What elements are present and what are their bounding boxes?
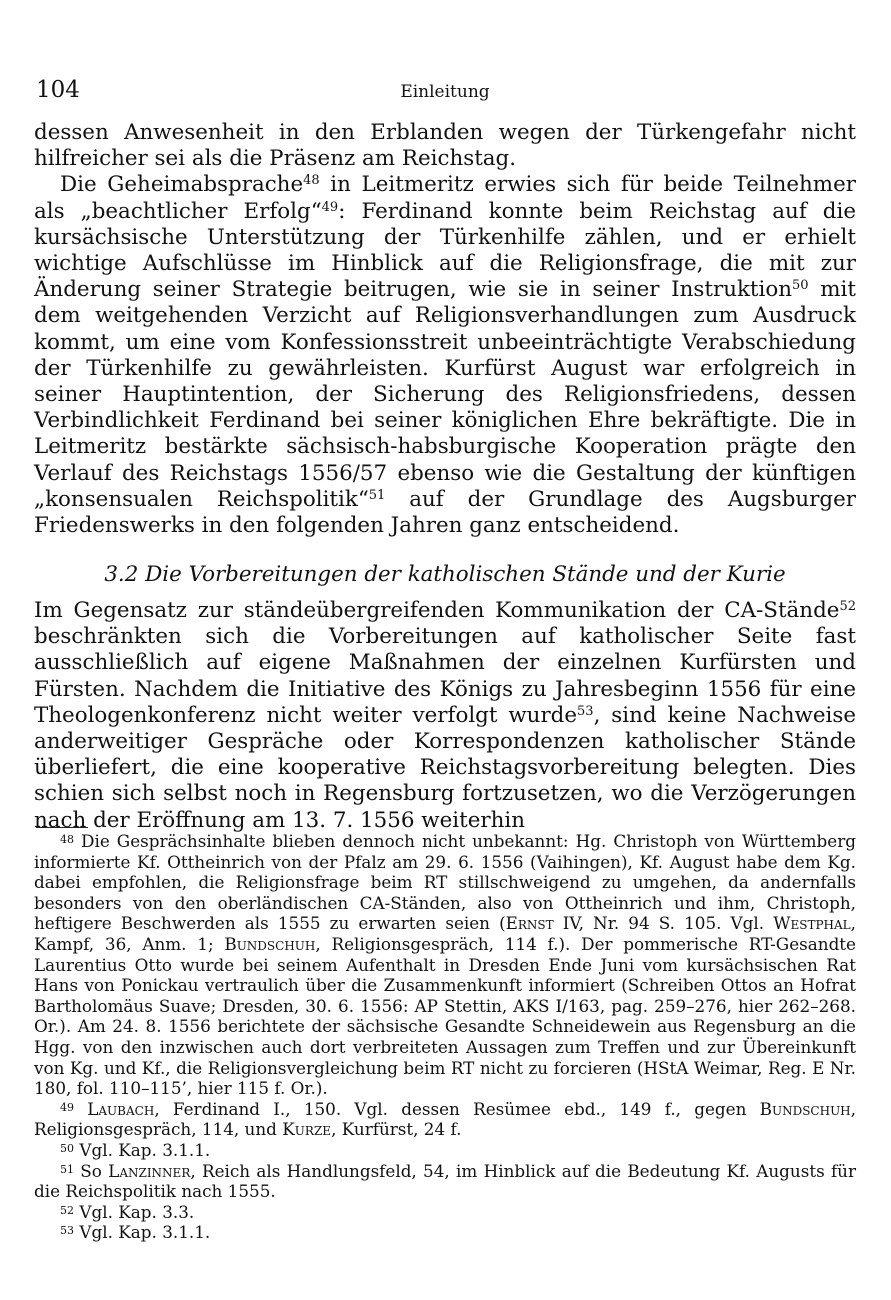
text-run: Im Gegensatz zur ständeübergreifenden Kommunikation der CA-Stände	[34, 598, 840, 623]
author-name: Laubach	[87, 1098, 155, 1119]
text-run: , Religionsgespräch, 114, und	[34, 1098, 856, 1140]
text-run: Vgl. Kap. 3.3.	[79, 1201, 195, 1222]
footnote-53	[34, 1222, 856, 1243]
footnote-number: 48	[60, 833, 74, 846]
text-run: : Ferdinand konnte beim Reichstag auf die kursächsische Unterstützung der Türkenhilfe zählen, und er erhielt wichtige Aufschlüsse im Hinblick auf die Religionsfrage, die mit zur Änderung seiner Strategie beitrugen, wie sie in seiner Instruktion	[34, 198, 856, 303]
footnote-ref-52[interactable]: 52	[839, 599, 856, 614]
paragraph	[34, 172, 856, 539]
footnote-52	[34, 1202, 856, 1223]
page-header	[34, 77, 856, 107]
footnote-49	[34, 1099, 856, 1140]
text-run: , Reich als Handlungsfeld, 54, im Hinblick auf die Bedeutung Kf. Augusts für die Reichspolitik nach 1555.	[34, 1160, 856, 1202]
text-run: beschränkten sich die Vorbereitungen auf katholischer Seite fast ausschließlich auf eigene Maßnahmen der einzelnen Kurfürsten und Fürsten. Nachdem die Initiative des Königs zu Jahresbeginn 1556 für eine Theologenkonferenz nicht weiter verfolgt wurde	[34, 624, 856, 728]
text-run: Die Geheimabsprache	[60, 172, 304, 198]
text-run: , Ferdinand I., 150. Vgl. dessen Resümee ebd., 149 f., gegen	[154, 1098, 760, 1119]
author-name: Bundschuh	[224, 933, 316, 954]
text-run: in Leitmeritz erwies sich für beide Teilnehmer als „beachtlicher Erfolg“	[34, 172, 856, 224]
footnote-ref-48[interactable]: 48	[303, 173, 320, 189]
footnote-divider	[36, 827, 88, 828]
text-run: auf der Grundlage des Augsburger Friedenswerks in den folgenden Jahren ganz entscheidend.	[34, 486, 856, 539]
text-run: , Religionsgespräch, 114 f.). Der pommerische RT-Gesandte Laurentius Otto wurde bei seinem Aufenthalt in Dresden Ende Juni vom kursächsischen Rat Hans von Ponickau vertraulich über die Zusammenkunft informiert (Schreiben Ottos an Hofrat Bartholomäus Suave; Dresden, 30. 6. 1556: AP Stettin, AKS I/163, pag. 259–276, hier 262–268. Or.). Am 24. 8. 1556 berichtete der sächsische Gesandte Schneidewein aus Regensburg an die Hgg. von den inzwischen auch dort verbreiteten Aussagen zum Treffen und zur Übereinkunft von Kg. und Kf., die Religionsvergleichung beim RT nicht zu forcieren (HStA Weimar, Reg. E Nr. 180, fol. 110–115’, hier 115 f. Or.).	[34, 933, 856, 1099]
text-run: , Kampf, 36, Anm. 1;	[34, 913, 856, 954]
text-run: Die Gesprächsinhalte blieben dennoch nicht unbekannt: Hg. Christoph von Württemberg informierte Kf. Ottheinrich von der Pfalz am 29. 6. 1556 (Vaihingen), Kf. August habe dem Kg. dabei empfohlen, die Religionsfrage beim RT stillschweigend zu umgehen, da andernfalls besonders von den oberländischen CA-Ständen, also von Ottheinrich und ihm, Christoph, heftigere Beschwerden als 1555 zu erwarten seien (	[34, 831, 856, 934]
footnote-48	[34, 831, 856, 1099]
main-text-upper	[34, 120, 856, 539]
running-title: Einleitung	[400, 82, 490, 102]
footnote-number: 51	[60, 1162, 74, 1176]
footnote-51	[34, 1161, 856, 1202]
footnote-ref-51[interactable]: 51	[368, 487, 386, 503]
footnote-number: 49	[60, 1100, 74, 1114]
footnote-number: 52	[60, 1203, 74, 1217]
section-heading: 3.2 Die Vorbereitungen der katholischen Stände und der Kurie	[104, 562, 786, 587]
book-page	[34, 0, 856, 1300]
author-name: Westphal	[773, 913, 851, 934]
footnote-ref-49[interactable]: 49	[321, 199, 339, 215]
text-run: IV, Nr. 94 S. 105. Vgl.	[553, 913, 774, 934]
text-run: Vgl. Kap. 3.1.1.	[79, 1139, 211, 1160]
text-run: Vgl. Kap. 3.1.1.	[79, 1222, 211, 1243]
page-number: 104	[36, 77, 80, 103]
text-run: mit dem weitgehenden Verzicht auf Religionsverhandlungen zum Ausdruck kommt, um eine vom Konfessionsstreit unbeeinträchtigte Verabschiedung der Türkenhilfe zu gewährleisten. Kurfürst August war erfolgreich in seiner Hauptintention, der Sicherung des Religionsfriedens, dessen Verbindlichkeit Ferdinand bei seiner königlichen Ehre bekräftigte. Die in Leitmeritz bestärkte sächsisch-habsburgische Kooperation prägte den Verlauf des Reichstags 1556/57 ebenso wie die Gestaltung der künftigen „konsensualen Reichspolitik“	[34, 277, 856, 512]
paragraph	[34, 598, 856, 834]
footnotes	[34, 831, 856, 1243]
footnote-50	[34, 1140, 856, 1161]
footnote-number: 50	[60, 1141, 74, 1155]
author-name: Bundschuh	[759, 1098, 851, 1119]
text-run: , sind keine Nachweise anderweitiger Gespräche oder Korrespondenzen katholischer Stände überliefert, die eine kooperative Reichstagsvorbereitung belegten. Dies schien sich selbst noch in Regensburg fortzusetzen, wo die Verzögerungen nach der Eröffnung am 13. 7. 1556 weiterhin	[34, 702, 856, 833]
footnote-ref-53[interactable]: 53	[577, 703, 594, 719]
author-name: Kurze	[282, 1119, 332, 1140]
author-name: Lanzinner	[108, 1160, 191, 1181]
author-name: Ernst	[505, 913, 554, 934]
main-text-lower	[34, 598, 856, 834]
text-run: , Kurfürst, 24 f.	[331, 1119, 462, 1140]
text-run: So	[80, 1160, 109, 1181]
paragraph: dessen Anwesenheit in den Erblanden wegen der Türkengefahr nicht hilfreicher sei als die Präsenz am Reichstag.	[34, 120, 856, 172]
footnote-ref-50[interactable]: 50	[792, 278, 809, 294]
footnote-number: 53	[60, 1224, 74, 1238]
